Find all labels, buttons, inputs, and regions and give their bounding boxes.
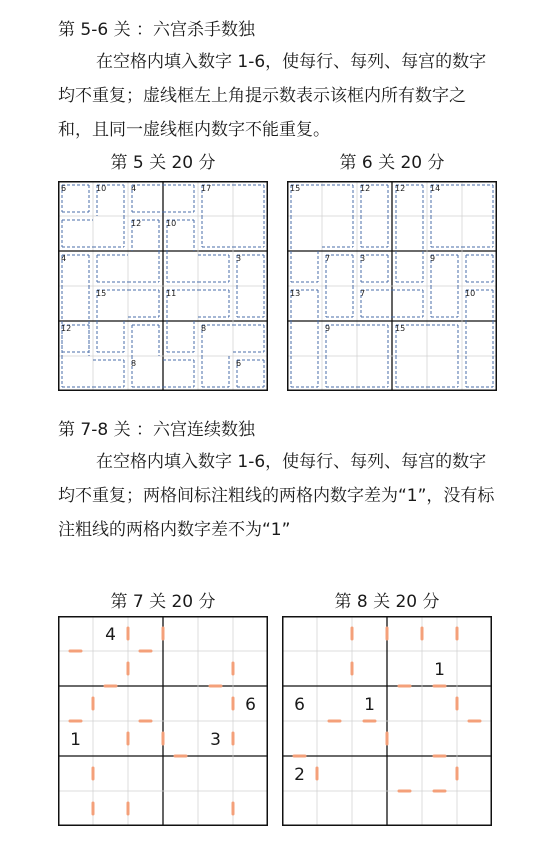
section2-paragraph: 在空格内填入数字 1-6，使每行、每列、每宫的数字均不重复；两格间标注粗线的两格内数字差为“1”，没有标注粗线的两格内数字差不为“1” [58, 452, 495, 540]
puzzle6-title: 第 6 关 20 分 [339, 153, 445, 173]
given-digit: 2 [294, 765, 305, 785]
cage-sum-clue: 12 [395, 184, 406, 193]
given-digit: 1 [434, 660, 445, 680]
cage-sum-clue: 6 [236, 359, 242, 368]
cage-sum-clue: 6 [61, 184, 67, 193]
given-digit: 3 [210, 730, 221, 750]
cage-sum-clue: 9 [430, 254, 436, 263]
cage-sum-clue: 12 [131, 219, 142, 228]
cage-sum-clue: 15 [290, 184, 301, 193]
cage-sum-clue: 4 [131, 184, 137, 193]
given-digit: 6 [245, 695, 256, 715]
cage-sum-clue: 8 [201, 324, 207, 333]
cage-sum-clue: 10 [166, 219, 177, 228]
section2-heading: 第 7-8 关 ：六宫连续数独 [58, 420, 255, 440]
cage-sum-clue: 7 [325, 254, 331, 263]
cage-sum-clue: 12 [360, 184, 371, 193]
cage-sum-clue: 13 [290, 289, 301, 298]
given-digit: 4 [105, 625, 116, 645]
cage-sum-clue: 10 [465, 289, 476, 298]
section1-heading: 第 5-6 关 ：六宫杀手数独 [58, 20, 255, 40]
cage-sum-clue: 7 [360, 289, 366, 298]
cage-sum-clue: 14 [430, 184, 441, 193]
cage-sum-clue: 10 [96, 184, 107, 193]
puzzle7-title: 第 7 关 20 分 [110, 592, 216, 612]
cage-sum-clue: 3 [360, 254, 366, 263]
given-digit: 1 [70, 730, 81, 750]
cage-sum-clue: 17 [201, 184, 212, 193]
cage-sum-clue: 12 [61, 324, 72, 333]
puzzle8-title: 第 8 关 20 分 [334, 592, 440, 612]
cage-sum-clue: 4 [61, 254, 67, 263]
section1-paragraph: 在空格内填入数字 1-6，使每行、每列、每宫的数字均不重复；虚线框左上角提示数表示该框内所有数字之和，且同一虚线框内数字不能重复。 [58, 52, 487, 140]
cage-sum-clue: 9 [325, 324, 331, 333]
killer-grid-puzzle6[interactable] [287, 181, 497, 391]
cage-sum-clue: 11 [166, 289, 177, 298]
given-digit: 6 [294, 695, 305, 715]
cage-sum-clue: 8 [131, 359, 137, 368]
given-digit: 1 [364, 695, 375, 715]
cage-sum-clue: 3 [236, 254, 242, 263]
killer-grid-puzzle5[interactable] [58, 181, 268, 391]
consecutive-grid-puzzle8[interactable] [282, 616, 492, 826]
cage-sum-clue: 15 [96, 289, 107, 298]
puzzle5-title: 第 5 关 20 分 [110, 153, 216, 173]
cage-sum-clue: 15 [395, 324, 406, 333]
consecutive-grid-puzzle7[interactable] [58, 616, 268, 826]
